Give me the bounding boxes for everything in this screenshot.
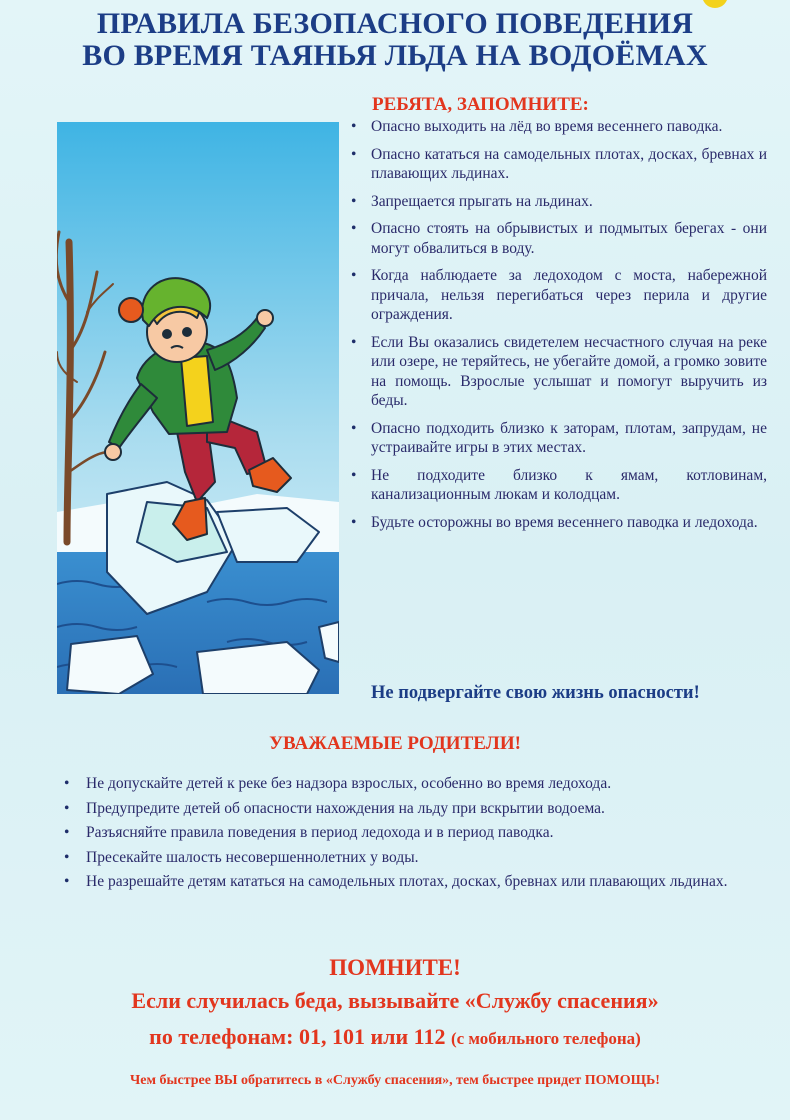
parents-rules-list	[62, 774, 764, 897]
list-item: • Запрещается прыгать на льдинах.	[349, 192, 767, 212]
parents-heading: УВАЖАЕМЫЕ РОДИТЕЛИ!	[269, 733, 521, 754]
list-item: • Если Вы оказались свидетелем несчастного случая на реке или озере, не теряйтесь, не убегайте домой, а громко зовите на помощь. Взрослые услышат и помогут выручить из беды.	[349, 333, 767, 411]
list-item: • Не разрешайте детям кататься на самодельных плотах, досках, бревнах или плавающих льдинах.	[62, 872, 764, 892]
kids-heading: РЕБЯТА, ЗАПОМНИТЕ:	[372, 94, 589, 115]
footer-note: Чем быстрее ВЫ обратитесь в «Службу спасения», тем быстрее придет ПОМОЩЬ!	[130, 1073, 660, 1088]
list-item: • Опасно стоять на обрывистых и подмытых берегах - они могут обвалиться в воду.	[349, 219, 767, 258]
list-item: • Опасно подходить близко к заторам, плотам, запрудам, не устраивайте игры в этих местах.	[349, 419, 767, 458]
emergency-phones-line	[0, 1024, 790, 1050]
list-item: • Пресекайте шалость несовершеннолетних у воды.	[62, 848, 764, 868]
list-item: • Предупредите детей об опасности нахождения на льду при вскрытии водоема.	[62, 799, 764, 819]
title-line-2: ВО ВРЕМЯ ТАЯНЬЯ ЛЬДА НА ВОДОЁМАХ	[82, 39, 708, 72]
list-item: • Не подходите близко к ямам, котловинам, канализационным люкам и колодцам.	[349, 466, 767, 505]
list-item: • Будьте осторожны во время весеннего паводка и ледохода.	[349, 513, 767, 533]
list-item: • Когда наблюдаете за ледоходом с моста, набережной причала, нельзя перегибаться через перила и другие ограждения.	[349, 266, 767, 325]
kids-warning: Не подвергайте свою жизнь опасности!	[371, 683, 700, 703]
phone-numbers: по телефонам: 01, 101 или 112	[149, 1024, 446, 1049]
poster-title	[0, 8, 790, 72]
emergency-call-line: Если случилась беда, вызывайте «Службу спасения»	[131, 988, 659, 1013]
list-item: • Не допускайте детей к реке без надзора взрослых, особенно во время ледохода.	[62, 774, 764, 794]
mobile-note: (с мобильного телефона)	[450, 1029, 641, 1048]
corner-decoration	[702, 0, 728, 8]
remember-heading: ПОМНИТЕ!	[329, 955, 461, 980]
title-line-1: ПРАВИЛА БЕЗОПАСНОГО ПОВЕДЕНИЯ	[96, 7, 694, 40]
list-item: • Опасно кататься на самодельных плотах, досках, бревнах и плавающих льдинах.	[349, 145, 767, 184]
list-item: • Разъясняйте правила поведения в период ледохода и в период паводка.	[62, 823, 764, 843]
kids-rules-list	[349, 117, 767, 540]
list-item: • Опасно выходить на лёд во время весеннего паводка.	[349, 117, 767, 137]
child-on-ice-illustration	[57, 122, 339, 694]
